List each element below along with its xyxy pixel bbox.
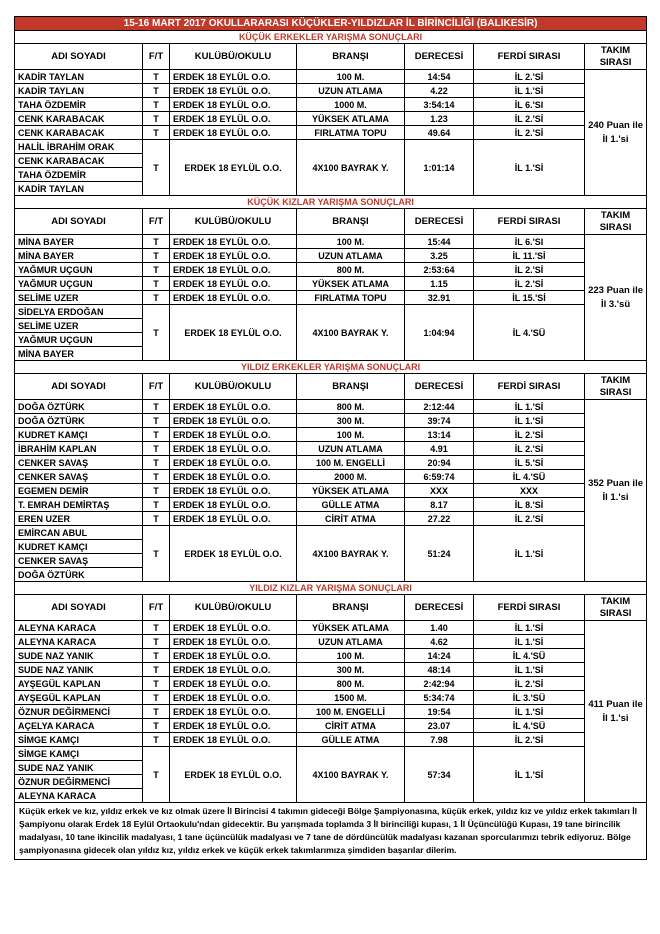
result-row: [15, 663, 647, 677]
athlete-name: AYŞEGÜL KAPLAN: [15, 691, 143, 705]
rank-cell: İL 1.'Sİ: [474, 635, 585, 649]
rank-cell: İL 1.'Sİ: [474, 663, 585, 677]
club-cell: ERDEK 18 EYLÜL O.O.: [170, 621, 297, 635]
relay-row: [15, 305, 647, 319]
event-cell: 800 M.: [297, 263, 405, 277]
result-row: [15, 98, 647, 112]
event-cell: 2000 M.: [297, 470, 405, 484]
ft-cell: T: [143, 84, 170, 98]
club-cell: ERDEK 18 EYLÜL O.O.: [170, 512, 297, 526]
relay-athlete-name: CENK KARABACAK: [15, 154, 143, 168]
rank-cell: İL 2.'Sİ: [474, 442, 585, 456]
relay-athlete-name: KUDRET KAMÇI: [15, 540, 143, 554]
athlete-name: YAĞMUR UÇGUN: [15, 263, 143, 277]
result-cell: 15:44: [405, 235, 474, 249]
result-row: [15, 484, 647, 498]
event-cell: GÜLLE ATMA: [297, 733, 405, 747]
rank-cell: İL 2.'Sİ: [474, 677, 585, 691]
results-sheet: [14, 16, 646, 860]
relay-event: 4X100 BAYRAK Y.: [297, 305, 405, 361]
result-row: [15, 677, 647, 691]
result-cell: 32.91: [405, 291, 474, 305]
club-cell: ERDEK 18 EYLÜL O.O.: [170, 249, 297, 263]
athlete-name: EGEMEN DEMİR: [15, 484, 143, 498]
relay-club: ERDEK 18 EYLÜL O.O.: [170, 305, 297, 361]
result-row: [15, 456, 647, 470]
club-cell: ERDEK 18 EYLÜL O.O.: [170, 470, 297, 484]
club-cell: ERDEK 18 EYLÜL O.O.: [170, 677, 297, 691]
athlete-name: KADİR TAYLAN: [15, 70, 143, 84]
column-header-row: [15, 374, 647, 400]
header-rank: FERDİ SIRASI: [474, 595, 585, 621]
relay-club: ERDEK 18 EYLÜL O.O.: [170, 526, 297, 582]
result-row: [15, 249, 647, 263]
event-cell: CİRİT ATMA: [297, 719, 405, 733]
column-header-row: [15, 595, 647, 621]
relay-athlete-name: ALEYNA KARACA: [15, 789, 143, 803]
rank-cell: İL 1.'Sİ: [474, 400, 585, 414]
club-cell: ERDEK 18 EYLÜL O.O.: [170, 414, 297, 428]
relay-row: [15, 140, 647, 154]
event-cell: 100 M.: [297, 235, 405, 249]
athlete-name: T. EMRAH DEMİRTAŞ: [15, 498, 143, 512]
club-cell: ERDEK 18 EYLÜL O.O.: [170, 663, 297, 677]
event-cell: 100 M.: [297, 70, 405, 84]
rank-cell: İL 4.'SÜ: [474, 649, 585, 663]
relay-athlete-name: HALİL İBRAHİM ORAK: [15, 140, 143, 154]
rank-cell: İL 2.'Sİ: [474, 70, 585, 84]
rank-cell: İL 1.'Sİ: [474, 705, 585, 719]
ft-cell: T: [143, 112, 170, 126]
athlete-name: ALEYNA KARACA: [15, 621, 143, 635]
result-row: [15, 512, 647, 526]
section-title: YILDIZ KIZLAR YARIŞMA SONUÇLARI: [15, 582, 647, 595]
section-title-row: [15, 361, 647, 374]
result-row: [15, 84, 647, 98]
result-row: [15, 498, 647, 512]
relay-athlete-name: YAĞMUR UÇGUN: [15, 333, 143, 347]
result-cell: 14:54: [405, 70, 474, 84]
result-row: [15, 112, 647, 126]
relay-athlete-name: TAHA ÖZDEMİR: [15, 168, 143, 182]
result-row: [15, 291, 647, 305]
ft-cell: T: [143, 235, 170, 249]
header-club: KULÜBÜ/OKULU: [170, 209, 297, 235]
club-cell: ERDEK 18 EYLÜL O.O.: [170, 70, 297, 84]
athlete-name: ÖZNUR DEĞİRMENCİ: [15, 705, 143, 719]
section-title-row: [15, 582, 647, 595]
club-cell: ERDEK 18 EYLÜL O.O.: [170, 84, 297, 98]
header-result: DERECESİ: [405, 374, 474, 400]
club-cell: ERDEK 18 EYLÜL O.O.: [170, 733, 297, 747]
result-row: [15, 235, 647, 249]
result-cell: 19:54: [405, 705, 474, 719]
athlete-name: MİNA BAYER: [15, 249, 143, 263]
athlete-name: SELİME UZER: [15, 291, 143, 305]
event-cell: 300 M.: [297, 663, 405, 677]
relay-row: [15, 526, 647, 540]
relay-athlete-name: ÖZNUR DEĞİRMENCİ: [15, 775, 143, 789]
athlete-name: AÇELYA KARACA: [15, 719, 143, 733]
result-row: [15, 649, 647, 663]
rank-cell: İL 2.'Sİ: [474, 263, 585, 277]
result-row: [15, 719, 647, 733]
event-cell: UZUN ATLAMA: [297, 249, 405, 263]
club-cell: ERDEK 18 EYLÜL O.O.: [170, 635, 297, 649]
header-club: KULÜBÜ/OKULU: [170, 44, 297, 70]
rank-cell: İL 2.'Sİ: [474, 512, 585, 526]
relay-event: 4X100 BAYRAK Y.: [297, 140, 405, 196]
note-row: [15, 803, 647, 860]
rank-cell: İL 6.'SI: [474, 98, 585, 112]
event-cell: 1500 M.: [297, 691, 405, 705]
header-ft: F/T: [143, 44, 170, 70]
athlete-name: AYŞEGÜL KAPLAN: [15, 677, 143, 691]
ft-cell: T: [143, 98, 170, 112]
club-cell: ERDEK 18 EYLÜL O.O.: [170, 263, 297, 277]
relay-athlete-name: CENKER SAVAŞ: [15, 554, 143, 568]
ft-cell: T: [143, 663, 170, 677]
header-ft: F/T: [143, 209, 170, 235]
athlete-name: TAHA ÖZDEMİR: [15, 98, 143, 112]
relay-result: 1:01:14: [405, 140, 474, 196]
result-row: [15, 705, 647, 719]
header-result: DERECESİ: [405, 595, 474, 621]
event-cell: 100 M. ENGELLİ: [297, 705, 405, 719]
event-cell: YÜKSEK ATLAMA: [297, 621, 405, 635]
relay-ft: T: [143, 526, 170, 582]
result-cell: 4.91: [405, 442, 474, 456]
result-row: [15, 621, 647, 635]
relay-athlete-name: SİDELYA ERDOĞAN: [15, 305, 143, 319]
rank-cell: İL 3.'SÜ: [474, 691, 585, 705]
result-row: [15, 470, 647, 484]
relay-rank: İL 1.'Sİ: [474, 526, 585, 582]
section-title-row: [15, 196, 647, 209]
result-row: [15, 691, 647, 705]
result-cell: 23.07: [405, 719, 474, 733]
relay-rank: İL 4.'SÜ: [474, 305, 585, 361]
rank-cell: İL 2.'Sİ: [474, 733, 585, 747]
header-rank: FERDİ SIRASI: [474, 209, 585, 235]
header-result: DERECESİ: [405, 209, 474, 235]
section-title: YILDIZ ERKEKLER YARIŞMA SONUÇLARI: [15, 361, 647, 374]
result-row: [15, 263, 647, 277]
event-cell: 1000 M.: [297, 98, 405, 112]
result-cell: 49.64: [405, 126, 474, 140]
club-cell: ERDEK 18 EYLÜL O.O.: [170, 126, 297, 140]
team-rank: 240 Puan ile İl 1.'si: [585, 70, 647, 196]
club-cell: ERDEK 18 EYLÜL O.O.: [170, 291, 297, 305]
club-cell: ERDEK 18 EYLÜL O.O.: [170, 277, 297, 291]
result-row: [15, 277, 647, 291]
rank-cell: İL 2.'Sİ: [474, 428, 585, 442]
relay-result: 51:24: [405, 526, 474, 582]
event-cell: UZUN ATLAMA: [297, 84, 405, 98]
athlete-name: CENKER SAVAŞ: [15, 470, 143, 484]
event-cell: GÜLLE ATMA: [297, 498, 405, 512]
athlete-name: MİNA BAYER: [15, 235, 143, 249]
club-cell: ERDEK 18 EYLÜL O.O.: [170, 98, 297, 112]
athlete-name: KUDRET KAMÇI: [15, 428, 143, 442]
relay-athlete-name: SUDE NAZ YANIK: [15, 761, 143, 775]
relay-result: 1:04:94: [405, 305, 474, 361]
result-cell: 4.22: [405, 84, 474, 98]
athlete-name: SUDE NAZ YANIK: [15, 663, 143, 677]
rank-cell: İL 5.'Sİ: [474, 456, 585, 470]
event-cell: FIRLATMA TOPU: [297, 291, 405, 305]
club-cell: ERDEK 18 EYLÜL O.O.: [170, 484, 297, 498]
ft-cell: T: [143, 277, 170, 291]
event-cell: FIRLATMA TOPU: [297, 126, 405, 140]
result-cell: 4.62: [405, 635, 474, 649]
ft-cell: T: [143, 249, 170, 263]
header-event: BRANŞI: [297, 44, 405, 70]
athlete-name: SİMGE KAMÇI: [15, 733, 143, 747]
athlete-name: CENK KARABACAK: [15, 112, 143, 126]
header-rank: FERDİ SIRASI: [474, 374, 585, 400]
rank-cell: İL 6.'SI: [474, 235, 585, 249]
section-title: KÜÇÜK ERKEKLER YARIŞMA SONUÇLARI: [15, 31, 647, 44]
section-title: KÜÇÜK KIZLAR YARIŞMA SONUÇLARI: [15, 196, 647, 209]
result-row: [15, 70, 647, 84]
header-ft: F/T: [143, 374, 170, 400]
rank-cell: İL 1.'Sİ: [474, 621, 585, 635]
athlete-name: ALEYNA KARACA: [15, 635, 143, 649]
ft-cell: T: [143, 512, 170, 526]
rank-cell: İL 2.'Sİ: [474, 126, 585, 140]
result-row: [15, 428, 647, 442]
result-cell: 39:74: [405, 414, 474, 428]
rank-cell: İL 8.'Sİ: [474, 498, 585, 512]
event-cell: 100 M.: [297, 428, 405, 442]
relay-athlete-name: DOĞA ÖZTÜRK: [15, 568, 143, 582]
result-cell: 1.23: [405, 112, 474, 126]
result-row: [15, 126, 647, 140]
ft-cell: T: [143, 719, 170, 733]
athlete-name: CENKER SAVAŞ: [15, 456, 143, 470]
event-cell: 300 M.: [297, 414, 405, 428]
team-rank: 352 Puan ile İl 1.'si: [585, 400, 647, 582]
club-cell: ERDEK 18 EYLÜL O.O.: [170, 498, 297, 512]
event-cell: YÜKSEK ATLAMA: [297, 277, 405, 291]
event-cell: UZUN ATLAMA: [297, 635, 405, 649]
header-name: ADI SOYADI: [15, 595, 143, 621]
relay-club: ERDEK 18 EYLÜL O.O.: [170, 747, 297, 803]
result-cell: 3.25: [405, 249, 474, 263]
result-cell: 13:14: [405, 428, 474, 442]
athlete-name: DOĞA ÖZTÜRK: [15, 414, 143, 428]
event-cell: 800 M.: [297, 400, 405, 414]
event-cell: UZUN ATLAMA: [297, 442, 405, 456]
event-cell: 100 M. ENGELLİ: [297, 456, 405, 470]
section-title-row: [15, 31, 647, 44]
relay-rank: İL 1.'Sİ: [474, 747, 585, 803]
athlete-name: SUDE NAZ YANIK: [15, 649, 143, 663]
rank-cell: İL 1.'Sİ: [474, 414, 585, 428]
team-rank: 411 Puan ile İl 1.'si: [585, 621, 647, 803]
ft-cell: T: [143, 456, 170, 470]
ft-cell: T: [143, 691, 170, 705]
ft-cell: T: [143, 400, 170, 414]
athlete-name: YAĞMUR UÇGUN: [15, 277, 143, 291]
result-cell: 8.17: [405, 498, 474, 512]
result-cell: 2:12:44: [405, 400, 474, 414]
athlete-name: KADİR TAYLAN: [15, 84, 143, 98]
club-cell: ERDEK 18 EYLÜL O.O.: [170, 112, 297, 126]
club-cell: ERDEK 18 EYLÜL O.O.: [170, 705, 297, 719]
header-name: ADI SOYADI: [15, 209, 143, 235]
rank-cell: İL 11.'Sİ: [474, 249, 585, 263]
ft-cell: T: [143, 428, 170, 442]
club-cell: ERDEK 18 EYLÜL O.O.: [170, 719, 297, 733]
club-cell: ERDEK 18 EYLÜL O.O.: [170, 400, 297, 414]
result-row: [15, 635, 647, 649]
ft-cell: T: [143, 470, 170, 484]
team-rank: 223 Puan ile İl 3.'sü: [585, 235, 647, 361]
relay-athlete-name: SELİME UZER: [15, 319, 143, 333]
column-header-row: [15, 44, 647, 70]
column-header-row: [15, 209, 647, 235]
header-ft: F/T: [143, 595, 170, 621]
result-cell: XXX: [405, 484, 474, 498]
ft-cell: T: [143, 263, 170, 277]
club-cell: ERDEK 18 EYLÜL O.O.: [170, 456, 297, 470]
rank-cell: İL 1.'Sİ: [474, 84, 585, 98]
header-name: ADI SOYADI: [15, 374, 143, 400]
result-row: [15, 442, 647, 456]
ft-cell: T: [143, 677, 170, 691]
ft-cell: T: [143, 126, 170, 140]
summary-note: Küçük erkek ve kız, yıldız erkek ve kız olmak üzere İl Birincisi 4 takımın gideceği Bölge Şampiyonasına, küçük erkek, yıldız kız ve yıldız erkek takımları İl Şampiyonu olarak Erdek 18 Eylül Ortaokulu'ndan gidecektir. Bu yarışmada toplamda 3 İl birinciliği kupası, 1 İl Üçüncülüğü Kupası, 19 tane birincilik madalyası, 10 tane ikincilik madalyası, 1 tane üçüncülük madalyası ve 7 tane de dördüncülük madalyası kazanan sporcularımızı tebrik ediyoruz. Bölge şampiyonasına gidecek olan yıldız kız, yıldız erkek ve küçük erkek takımlarımıza şimdiden başarılar dilerim.: [15, 803, 647, 860]
ft-cell: T: [143, 70, 170, 84]
header-team: TAKIM SIRASI: [585, 595, 647, 621]
result-cell: 48:14: [405, 663, 474, 677]
ft-cell: T: [143, 635, 170, 649]
event-cell: CİRİT ATMA: [297, 512, 405, 526]
result-cell: 2:42:94: [405, 677, 474, 691]
athlete-name: CENK KARABACAK: [15, 126, 143, 140]
event-cell: 100 M.: [297, 649, 405, 663]
relay-athlete-name: SİMGE KAMÇI: [15, 747, 143, 761]
relay-athlete-name: KADİR TAYLAN: [15, 182, 143, 196]
rank-cell: XXX: [474, 484, 585, 498]
result-cell: 5:34:74: [405, 691, 474, 705]
result-cell: 20:94: [405, 456, 474, 470]
header-result: DERECESİ: [405, 44, 474, 70]
result-cell: 27.22: [405, 512, 474, 526]
relay-ft: T: [143, 305, 170, 361]
result-cell: 2:53:64: [405, 263, 474, 277]
athlete-name: EREN UZER: [15, 512, 143, 526]
rank-cell: İL 4.'SÜ: [474, 719, 585, 733]
header-event: BRANŞI: [297, 374, 405, 400]
result-cell: 6:59:74: [405, 470, 474, 484]
result-cell: 1.15: [405, 277, 474, 291]
ft-cell: T: [143, 414, 170, 428]
header-team: TAKIM SIRASI: [585, 209, 647, 235]
athlete-name: İBRAHİM KAPLAN: [15, 442, 143, 456]
result-cell: 7.98: [405, 733, 474, 747]
header-club: KULÜBÜ/OKULU: [170, 374, 297, 400]
event-cell: YÜKSEK ATLAMA: [297, 484, 405, 498]
rank-cell: İL 2.'Sİ: [474, 112, 585, 126]
result-row: [15, 400, 647, 414]
header-club: KULÜBÜ/OKULU: [170, 595, 297, 621]
result-cell: 1.40: [405, 621, 474, 635]
relay-result: 57:34: [405, 747, 474, 803]
result-cell: 3:54:14: [405, 98, 474, 112]
rank-cell: İL 2.'Sİ: [474, 277, 585, 291]
event-cell: YÜKSEK ATLAMA: [297, 112, 405, 126]
result-cell: 14:24: [405, 649, 474, 663]
ft-cell: T: [143, 649, 170, 663]
rank-cell: İL 15.'Sİ: [474, 291, 585, 305]
ft-cell: T: [143, 291, 170, 305]
relay-event: 4X100 BAYRAK Y.: [297, 526, 405, 582]
ft-cell: T: [143, 484, 170, 498]
header-name: ADI SOYADI: [15, 44, 143, 70]
relay-event: 4X100 BAYRAK Y.: [297, 747, 405, 803]
result-row: [15, 414, 647, 428]
header-rank: FERDİ SIRASI: [474, 44, 585, 70]
club-cell: ERDEK 18 EYLÜL O.O.: [170, 649, 297, 663]
club-cell: ERDEK 18 EYLÜL O.O.: [170, 428, 297, 442]
relay-athlete-name: MİNA BAYER: [15, 347, 143, 361]
result-row: [15, 733, 647, 747]
event-cell: 800 M.: [297, 677, 405, 691]
header-team: TAKIM SIRASI: [585, 44, 647, 70]
ft-cell: T: [143, 621, 170, 635]
relay-club: ERDEK 18 EYLÜL O.O.: [170, 140, 297, 196]
club-cell: ERDEK 18 EYLÜL O.O.: [170, 442, 297, 456]
relay-ft: T: [143, 140, 170, 196]
rank-cell: İL 4.'SÜ: [474, 470, 585, 484]
ft-cell: T: [143, 705, 170, 719]
results-table: [14, 16, 647, 860]
document-title: 15-16 MART 2017 OKULLARARASI KÜÇÜKLER-YILDIZLAR İL BİRİNCİLİĞİ (BALIKESİR): [15, 17, 647, 31]
relay-row: [15, 747, 647, 761]
header-event: BRANŞI: [297, 209, 405, 235]
relay-athlete-name: EMİRCAN ABUL: [15, 526, 143, 540]
athlete-name: DOĞA ÖZTÜRK: [15, 400, 143, 414]
ft-cell: T: [143, 733, 170, 747]
relay-rank: İL 1.'Sİ: [474, 140, 585, 196]
club-cell: ERDEK 18 EYLÜL O.O.: [170, 691, 297, 705]
header-event: BRANŞI: [297, 595, 405, 621]
club-cell: ERDEK 18 EYLÜL O.O.: [170, 235, 297, 249]
relay-ft: T: [143, 747, 170, 803]
ft-cell: T: [143, 498, 170, 512]
header-team: TAKIM SIRASI: [585, 374, 647, 400]
ft-cell: T: [143, 442, 170, 456]
